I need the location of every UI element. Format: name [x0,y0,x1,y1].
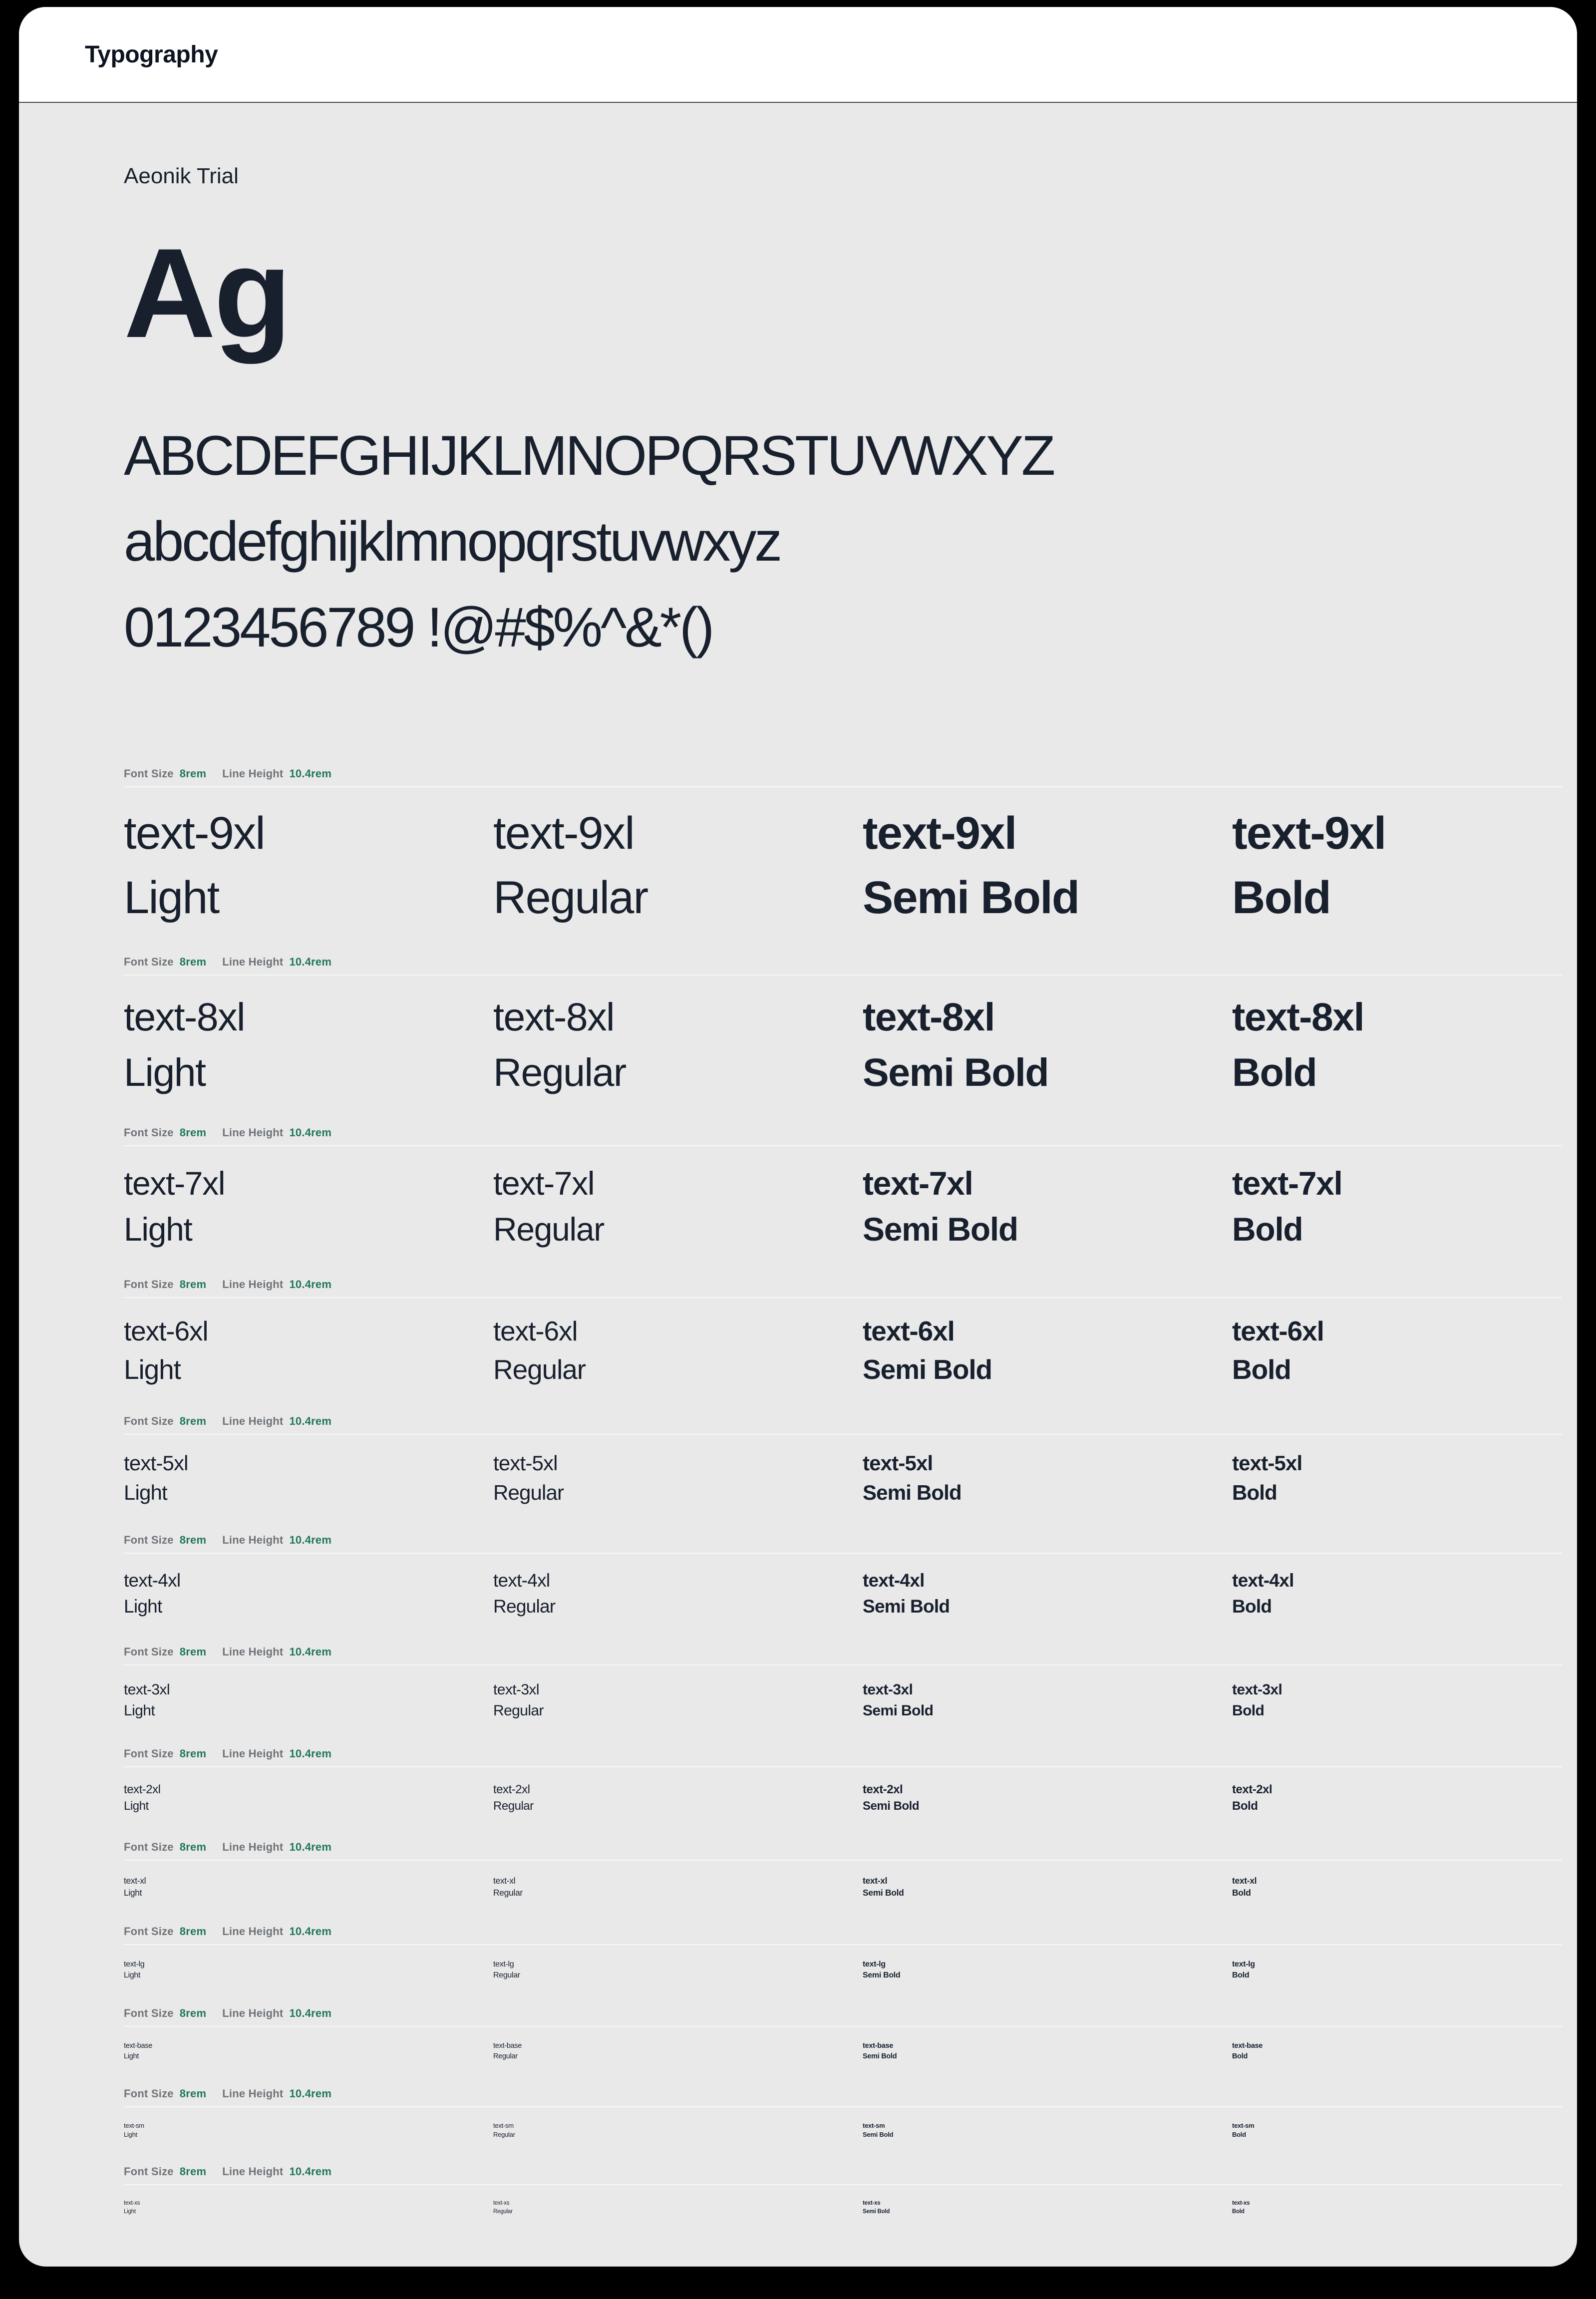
specimen-size-name: text-6xl [1232,1315,1324,1347]
specimen-size-name: text-xl [124,1875,146,1886]
type-scale-group [124,2006,1562,2061]
specimen-cell [1232,1568,1577,1620]
divider-line [124,1297,1562,1298]
specimen-cell [1232,1875,1577,1899]
font-size-value: 8rem [179,1415,207,1428]
specimen-cell [493,2121,863,2139]
specimen-cell [124,1679,493,1721]
specimen-weight-name: Bold [1232,1888,1251,1898]
character-set [124,413,1562,670]
font-size-label: Font Size [124,1415,174,1428]
font-size-value: 8rem [179,1645,207,1658]
specimen-weight-name: Light [124,2052,139,2060]
specimen-cell [493,1679,863,1721]
specimen-weight-name: Regular [493,1481,564,1505]
meta-row [124,2006,1562,2021]
font-size-label: Font Size [124,2087,174,2100]
specimen-size-name: text-base [124,2042,153,2050]
specimen-cell [863,989,1232,1100]
specimen-cell [124,1312,493,1389]
specimen-cell [1232,1160,1577,1253]
meta-row [124,1533,1562,1548]
meta-row [124,1277,1562,1292]
line-height-value: 10.4rem [289,1126,332,1139]
divider-line [124,1860,1562,1861]
specimen-weight-name: Light [124,1888,142,1898]
line-height-label: Line Height [222,1840,284,1853]
divider-line [124,1145,1562,1146]
line-height-value: 10.4rem [289,1278,332,1291]
line-height-value: 10.4rem [289,2007,332,2020]
line-height-value: 10.4rem [289,1645,332,1658]
specimen-weight-name: Bold [1232,2208,1245,2215]
specimen-cell [124,1781,493,1815]
specimen-cell [1232,2041,1577,2061]
specimen-cell [493,1781,863,1815]
line-height-label: Line Height [222,956,284,969]
specimen-weight-name: Semi Bold [863,2052,897,2060]
font-size-label: Font Size [124,1840,174,1853]
type-scale-group [124,955,1562,1100]
line-height-label: Line Height [222,1278,284,1291]
specimen-size-name: text-3xl [863,1681,913,1698]
specimen-size-name: text-base [863,2042,894,2050]
specimen-cell [493,2041,863,2061]
specimen-weight-name: Semi Bold [863,1210,1018,1248]
specimen-cell [1232,2121,1577,2139]
weights-grid [124,1959,1562,1981]
specimen-size-name: text-sm [863,2122,885,2130]
meta-row [124,1924,1562,1939]
line-height-label: Line Height [222,2087,284,2100]
specimen-weight-name: Regular [493,1971,520,1980]
weights-grid [124,989,1562,1100]
line-height-value: 10.4rem [289,1533,332,1546]
weights-grid [124,2041,1562,2061]
specimen-cell [493,1875,863,1899]
specimen-weight-name: Light [124,1702,155,1719]
specimen-weight-name: Regular [493,1799,534,1813]
specimen-size-name: text-5xl [863,1451,933,1475]
specimen-cell [124,1449,493,1508]
line-height-value: 10.4rem [289,1415,332,1428]
specimen-weight-name: Semi Bold [863,1481,961,1505]
specimen-size-name: text-xl [863,1875,888,1886]
font-family-name: Aeonik Trial [124,164,239,188]
specimen-size-name: text-9xl [863,807,1016,859]
specimen-size-name: text-3xl [124,1681,170,1698]
line-height-value: 10.4rem [289,956,332,969]
specimen-cell [493,1959,863,1981]
specimen-weight-name: Regular [493,1888,523,1898]
specimen-cell [124,989,493,1100]
divider-line [124,1434,1562,1435]
font-size-value: 8rem [179,1533,207,1546]
specimen-cell [863,1160,1232,1253]
specimen-cell [1232,989,1577,1100]
font-size-value: 8rem [179,2087,207,2100]
specimen-weight-name: Semi Bold [863,1354,992,1385]
specimen-size-name: text-3xl [493,1681,539,1698]
specimen-cell [863,2121,1232,2139]
content-area [19,164,1577,2216]
line-height-value: 10.4rem [289,1747,332,1760]
specimen-cell [124,1875,493,1899]
line-height-label: Line Height [222,2165,284,2178]
specimen-cell [493,1160,863,1253]
specimen-size-name: text-xs [1232,2200,1250,2207]
specimen-weight-name: Regular [493,1210,604,1248]
type-scale-group [124,1840,1562,1899]
specimen-size-name: text-lg [863,1960,886,1969]
specimen-size-name: text-8xl [124,994,245,1039]
specimen-size-name: text-xl [493,1875,516,1886]
font-size-value: 8rem [179,2007,207,2020]
font-size-label: Font Size [124,1533,174,1546]
line-height-label: Line Height [222,767,284,780]
divider-line [124,975,1562,976]
specimen-size-name: text-7xl [1232,1164,1342,1202]
line-height-label: Line Height [222,1645,284,1658]
specimen-size-name: text-7xl [493,1164,595,1202]
specimen-size-name: text-9xl [1232,807,1386,859]
weights-grid [124,1679,1562,1721]
specimen-size-name: text-base [493,2042,522,2050]
specimen-cell [124,1568,493,1620]
specimen-size-name: text-2xl [124,1782,161,1796]
specimen-size-name: text-xs [863,2200,881,2207]
specimen-weight-name: Semi Bold [863,1596,950,1617]
specimen-size-name: text-6xl [863,1315,955,1347]
specimen-size-name: text-4xl [124,1570,181,1591]
specimen-weight-name: Bold [1232,1799,1258,1813]
specimen-card [19,7,1577,2267]
specimen-weight-name: Regular [493,2131,515,2139]
specimen-cell [493,2199,863,2215]
specimen-cell [863,1568,1232,1620]
specimen-weight-name: Light [124,2131,137,2139]
numerals-symbols-row: 0123456789 !@#$%^&*() [124,596,713,658]
meta-row [124,1840,1562,1855]
specimen-size-name: text-sm [1232,2122,1255,2130]
meta-row [124,2164,1562,2179]
weights-grid [124,1312,1562,1389]
specimen-weight-name: Light [124,1971,141,1980]
font-size-label: Font Size [124,1126,174,1139]
divider-line [124,1944,1562,1945]
specimen-cell [863,801,1232,930]
specimen-weight-name: Regular [493,872,648,923]
specimen-weight-name: Bold [1232,1971,1250,1980]
line-height-label: Line Height [222,1925,284,1938]
weights-grid [124,1781,1562,1815]
type-scale-group [124,766,1562,930]
specimen-weight-name: Semi Bold [863,1971,901,1980]
meta-row [124,2086,1562,2101]
specimen-weight-name: Regular [493,1354,586,1385]
specimen-weight-name: Regular [493,1049,626,1094]
specimen-cell [124,2199,493,2215]
specimen-size-name: text-2xl [1232,1782,1273,1796]
specimen-weight-name: Light [124,2208,136,2215]
divider-line [124,1664,1562,1665]
specimen-weight-name: Bold [1232,1702,1265,1719]
specimen-cell [124,2041,493,2061]
specimen-weight-name: Semi Bold [863,2131,894,2139]
specimen-weight-name: Regular [493,1596,556,1617]
font-size-value: 8rem [179,1126,207,1139]
font-size-value: 8rem [179,1925,207,1938]
specimen-weight-name: Regular [493,2208,513,2215]
line-height-value: 10.4rem [289,1840,332,1853]
font-size-value: 8rem [179,767,207,780]
specimen-size-name: text-lg [493,1960,514,1969]
weights-grid [124,1875,1562,1899]
specimen-size-name: text-xs [493,2200,510,2207]
type-scale-group [124,2164,1562,2215]
specimen-size-name: text-7xl [863,1164,973,1202]
font-size-label: Font Size [124,2007,174,2020]
specimen-size-name: text-sm [493,2122,514,2130]
weights-grid [124,801,1562,930]
font-size-value: 8rem [179,1747,207,1760]
specimen-weight-name: Regular [493,1702,544,1719]
weights-grid [124,2199,1562,2215]
specimen-weight-name: Bold [1232,1481,1277,1505]
line-height-label: Line Height [222,1747,284,1760]
font-size-label: Font Size [124,956,174,969]
specimen-cell [1232,1959,1577,1981]
specimen-cell [124,1959,493,1981]
specimen-size-name: text-sm [124,2122,144,2130]
line-height-value: 10.4rem [289,2165,332,2178]
divider-line [124,1553,1562,1554]
specimen-cell [863,2041,1232,2061]
specimen-cell [863,2199,1232,2215]
uppercase-row: ABCDEFGHIJKLMNOPQRSTUVWXYZ [124,424,1053,487]
specimen-size-name: text-3xl [1232,1681,1282,1698]
specimen-size-name: text-6xl [493,1315,578,1347]
lowercase-row: abcdefghijklmnopqrstuvwxyz [124,510,780,573]
header-bar [19,7,1577,103]
font-size-label: Font Size [124,1747,174,1760]
specimen-weight-name: Semi Bold [863,1702,934,1719]
line-height-value: 10.4rem [289,1925,332,1938]
font-size-label: Font Size [124,767,174,780]
specimen-size-name: text-4xl [863,1570,925,1591]
specimen-size-name: text-8xl [1232,994,1364,1039]
font-size-label: Font Size [124,1925,174,1938]
specimen-size-name: text-5xl [124,1451,188,1475]
specimen-cell [493,801,863,930]
type-scale-group [124,1533,1562,1620]
specimen-weight-name: Light [124,1481,167,1505]
specimen-weight-name: Bold [1232,2131,1246,2139]
specimen-cell [1232,801,1577,930]
weights-grid [124,2121,1562,2139]
specimen-size-name: text-7xl [124,1164,225,1202]
specimen-weight-name: Light [124,1210,192,1248]
specimen-cell [863,1449,1232,1508]
specimen-size-name: text-8xl [493,994,614,1039]
meta-row [124,955,1562,970]
specimen-size-name: text-5xl [493,1451,558,1475]
specimen-cell [863,1875,1232,1899]
specimen-size-name: text-lg [124,1960,145,1969]
specimen-weight-name: Semi Bold [863,1049,1049,1094]
specimen-size-name: text-2xl [493,1782,530,1796]
weights-grid [124,1160,1562,1253]
type-scale-group [124,1924,1562,1981]
meta-row [124,766,1562,781]
font-size-value: 8rem [179,2165,207,2178]
specimen-weight-name: Light [124,1049,206,1094]
divider-line [124,1766,1562,1767]
specimen-weight-name: Semi Bold [863,872,1079,923]
specimen-weight-name: Light [124,1596,162,1617]
specimen-size-name: text-9xl [493,807,634,859]
weights-grid [124,1449,1562,1508]
font-size-label: Font Size [124,1645,174,1658]
specimen-size-name: text-4xl [1232,1570,1294,1591]
specimen-cell [863,1679,1232,1721]
line-height-label: Line Height [222,2007,284,2020]
specimen-cell [1232,1781,1577,1815]
specimen-weight-name: Bold [1232,1596,1272,1617]
font-size-label: Font Size [124,1278,174,1291]
line-height-value: 10.4rem [289,767,332,780]
type-scale-list [124,766,1562,2216]
specimen-weight-name: Semi Bold [863,2208,890,2215]
specimen-size-name: text-9xl [124,807,265,859]
specimen-size-name: text-5xl [1232,1451,1302,1475]
specimen-weight-name: Regular [493,2052,518,2060]
specimen-cell [863,1312,1232,1389]
divider-line [124,786,1562,787]
font-size-value: 8rem [179,956,207,969]
type-scale-group [124,1277,1562,1389]
specimen-weight-name: Light [124,1799,149,1813]
meta-row [124,1125,1562,1140]
specimen-weight-name: Semi Bold [863,1888,904,1898]
meta-row [124,1644,1562,1659]
specimen-weight-name: Bold [1232,1049,1317,1094]
specimen-cell [493,989,863,1100]
type-scale-group [124,1414,1562,1508]
specimen-cell [124,2121,493,2139]
weights-grid [124,1568,1562,1620]
specimen-weight-name: Bold [1232,2052,1248,2060]
specimen-weight-name: Light [124,1354,181,1385]
type-scale-group [124,1125,1562,1253]
specimen-weight-name: Bold [1232,872,1331,923]
divider-line [124,2184,1562,2185]
divider-line [124,2106,1562,2107]
specimen-cell [493,1568,863,1620]
type-scale-group [124,2086,1562,2139]
specimen-weight-name: Light [124,872,219,923]
specimen-cell [1232,1449,1577,1508]
specimen-weight-name: Bold [1232,1210,1303,1248]
specimen-cell [1232,1679,1577,1721]
specimen-cell [124,1160,493,1253]
font-size-label: Font Size [124,2165,174,2178]
specimen-cell [1232,1312,1577,1389]
specimen-size-name: text-xs [124,2200,140,2207]
line-height-label: Line Height [222,1126,284,1139]
type-scale-group [124,1644,1562,1721]
specimen-size-name: text-6xl [124,1315,208,1347]
specimen-weight-name: Bold [1232,1354,1291,1385]
font-size-value: 8rem [179,1278,207,1291]
font-size-value: 8rem [179,1840,207,1853]
specimen-size-name: text-2xl [863,1782,903,1796]
specimen-cell [1232,2199,1577,2215]
specimen-size-name: text-lg [1232,1960,1255,1969]
type-scale-group [124,1746,1562,1815]
specimen-size-name: text-4xl [493,1570,550,1591]
line-height-value: 10.4rem [289,2087,332,2100]
specimen-cell [863,1959,1232,1981]
specimen-weight-name: Semi Bold [863,1799,920,1813]
line-height-label: Line Height [222,1415,284,1428]
page-title: Typography [85,41,218,68]
specimen-size-name: text-xl [1232,1875,1257,1886]
specimen-cell [493,1449,863,1508]
specimen-cell [124,801,493,930]
line-height-label: Line Height [222,1533,284,1546]
specimen-size-name: text-base [1232,2042,1263,2050]
specimen-size-name: text-8xl [863,994,994,1039]
specimen-cell [493,1312,863,1389]
divider-line [124,2026,1562,2027]
specimen-cell [863,1781,1232,1815]
meta-row [124,1414,1562,1429]
glyph-sample: Ag [124,222,290,364]
meta-row [124,1746,1562,1761]
